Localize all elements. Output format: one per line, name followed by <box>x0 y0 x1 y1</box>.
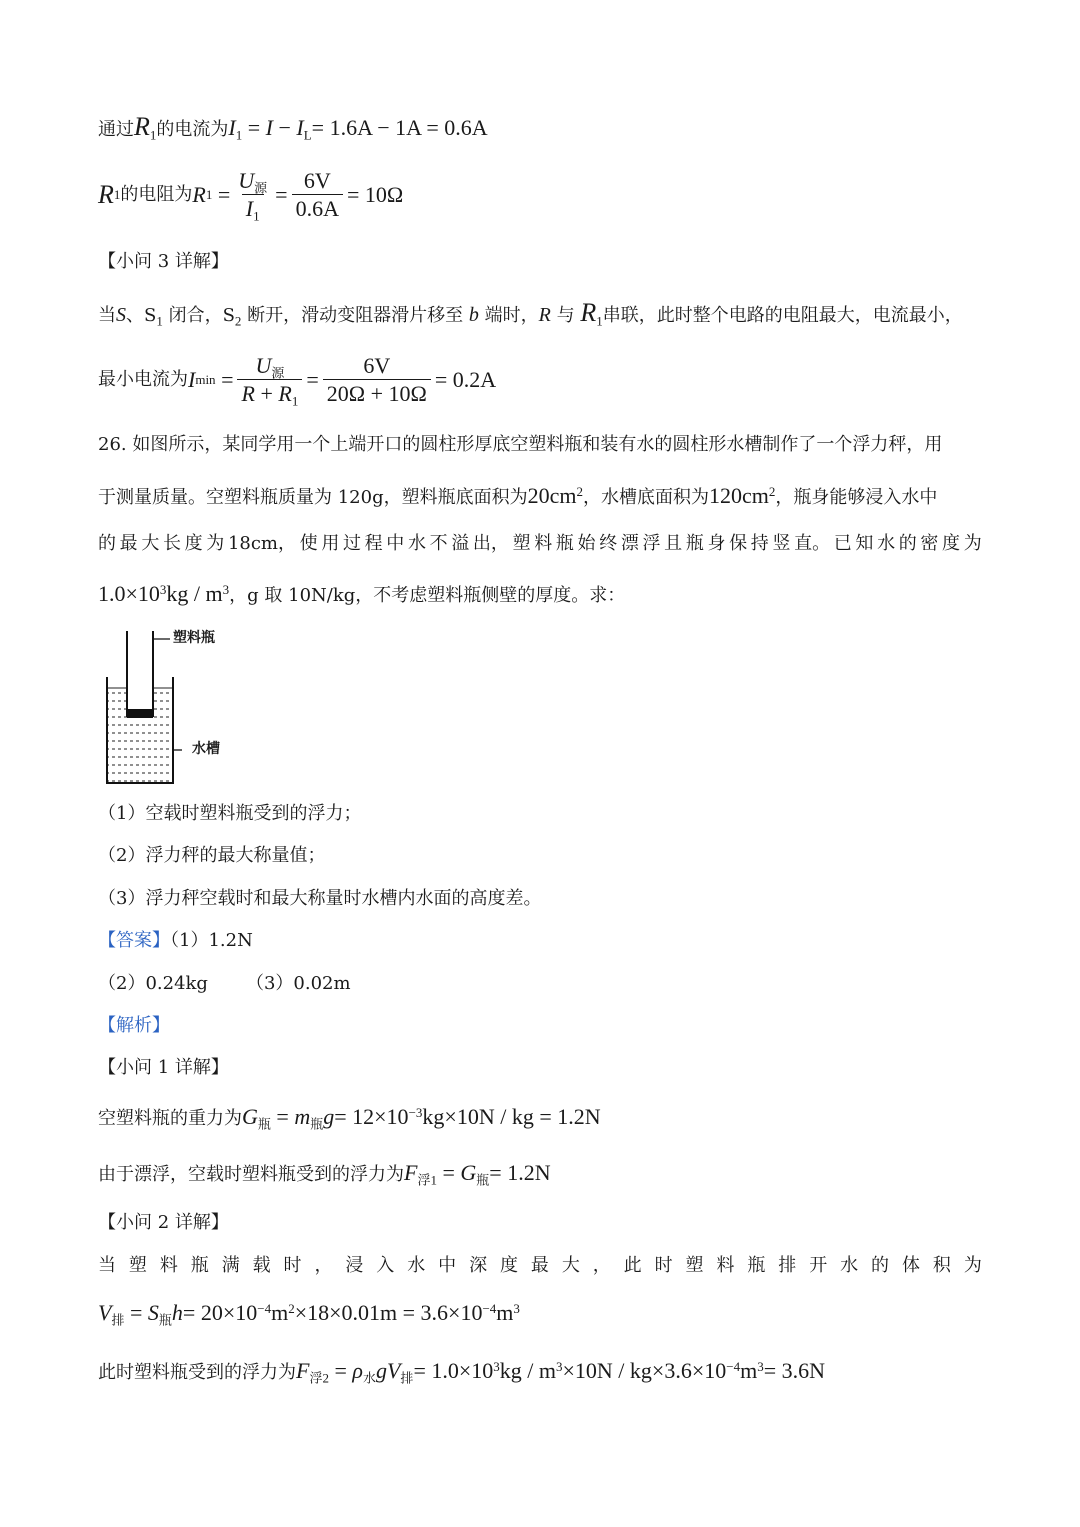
text-char: 最 <box>119 533 138 554</box>
eq: = <box>275 182 288 207</box>
text-char: 塑 <box>512 533 531 554</box>
text: 的电流为 <box>156 119 229 140</box>
sub-question-2: （2）浮力秤的最大称量值； <box>98 845 326 866</box>
eq: ×10N / kg×3.6×10 <box>562 1358 727 1383</box>
density-unit: kg / m <box>166 581 223 606</box>
text-char: 入 <box>376 1255 395 1276</box>
text: 由于漂浮，空载时塑料瓶受到的浮力为 <box>98 1164 404 1185</box>
text: 当 <box>98 305 116 326</box>
heading-q2: 【小问 2 详解】 <box>98 1212 229 1233</box>
text-char: 为 <box>963 1255 982 1276</box>
numerator: 6V <box>363 353 391 378</box>
text: 断开，滑动变阻器滑片移至 <box>247 305 464 326</box>
full-load-line <box>98 1257 982 1275</box>
text-char: 且 <box>664 533 683 554</box>
text-char: 料 <box>159 1255 178 1276</box>
text-char: 大 <box>141 533 160 554</box>
q26-para-3 <box>98 535 982 553</box>
text-char: 知 <box>855 533 874 554</box>
fraction-6v-30 <box>323 355 431 405</box>
text-char: 密 <box>920 533 939 554</box>
text-char: 不 <box>429 533 448 554</box>
text-char: 身 <box>707 533 726 554</box>
text-char: 体 <box>901 1255 920 1276</box>
denominator: 0.6A <box>292 194 343 220</box>
text: ，g 取 10N/kg，不考虑塑料瓶侧壁的厚度。求： <box>229 585 626 606</box>
text-char: 大 <box>561 1255 580 1276</box>
text-char: 载 <box>252 1255 271 1276</box>
text: 最小电流为 <box>98 369 188 390</box>
text-char: 中 <box>386 533 405 554</box>
text-char: 瓶 <box>190 1255 209 1276</box>
text-char: 度 <box>184 533 203 554</box>
heading-q1: 【小问 1 详解】 <box>98 1057 229 1078</box>
fraction-u-over-r: $\frac{U_源}{R + R_1}$ <box>237 355 302 405</box>
text-char: 水 <box>840 1255 859 1276</box>
text-char: 最 <box>530 1255 549 1276</box>
eq: = <box>242 115 266 140</box>
text-char: 溢 <box>451 533 470 554</box>
text-char: 的 <box>898 533 917 554</box>
text-char: 直。 <box>794 533 831 554</box>
text-char: 过 <box>342 533 361 554</box>
sub-question-3: （3）浮力秤空载时和最大称量时水槽内水面的高度差。 <box>98 888 542 909</box>
text-char: 水 <box>407 533 426 554</box>
min-current-line: 最小电流为 I min = $\frac{U_源}{R + R_1}$ = $\frac{6V}{20\Omega + 10\Omega}$ = 0.2A <box>98 353 497 409</box>
text-char: 终 <box>599 533 618 554</box>
eq: kg×10N / kg = 1.2N <box>422 1104 601 1129</box>
eq: ×18×0.01m = 3.6×10 <box>294 1300 483 1325</box>
text-char: 排 <box>778 1255 797 1276</box>
text-char: 满 <box>221 1255 240 1276</box>
heading-q3: 【小问 3 详解】 <box>98 251 229 272</box>
label-tank: 水槽 <box>192 741 220 757</box>
symbol-I1: I <box>228 115 236 140</box>
eq: m <box>496 1300 514 1325</box>
gravity-line: 空塑料瓶的重力为$G_瓶 = m_瓶g= 12\times 10^{-3}kg\times 10N$ / kg = 1.2N <box>98 1104 601 1132</box>
text-char: 瓶 <box>555 533 574 554</box>
text-char: 料 <box>716 1255 735 1276</box>
text: 的电阻为 <box>120 184 193 205</box>
fraction-u-over-i: $\frac{U_源}{I_1}$ <box>238 168 268 224</box>
text-char: 持 <box>750 533 769 554</box>
text-char: 长 <box>162 533 181 554</box>
text-char: 出， <box>472 533 509 554</box>
text-char: 浮 <box>642 533 661 554</box>
text-char: 使 <box>299 533 318 554</box>
q26-para-2: 于测量质量。空塑料瓶质量为 120g，塑料瓶底面积为$20cm^2$，水槽底面积为$120cm^2$，瓶身能够浸入水中 <box>98 483 938 508</box>
text: 、S <box>126 305 157 326</box>
text: 与 <box>556 305 575 326</box>
symbol-R1: R <box>192 182 206 207</box>
symbol-R: R <box>134 112 150 141</box>
text-char: 用 <box>321 533 340 554</box>
text: ，瓶身能够浸入水中 <box>775 487 938 508</box>
equation: = 1.6A − 1A = 0.6A <box>311 115 488 140</box>
text-char: 塑 <box>128 1255 147 1276</box>
text-char: 料 <box>534 533 553 554</box>
answer-line-1 <box>98 932 253 950</box>
text: 端时， <box>484 305 539 326</box>
q26-para-4: $1.0\times 10^3kg / m^3$，g 取 10N/kg，不考虑塑料瓶侧壁的厚度。求： <box>98 581 626 606</box>
text-char: 瓶 <box>747 1255 766 1276</box>
analysis-tag: 【解析】 <box>98 1015 170 1036</box>
text-char: 积 <box>932 1255 951 1276</box>
float-scale-figure <box>100 625 240 790</box>
label-bottle: 塑料瓶 <box>173 630 215 646</box>
text-char: 为 <box>206 533 225 554</box>
text-char: 为 <box>963 533 982 554</box>
sub-question-1: （1）空载时塑料瓶受到的浮力； <box>98 803 362 824</box>
buoyancy-empty-line: 由于漂浮，空载时塑料瓶受到的浮力为$F_{浮1} = G_瓶= 1.2N$ <box>98 1160 551 1188</box>
fraction-6v <box>292 170 343 220</box>
symbol-I: I <box>265 115 273 140</box>
answer-2: （2）0.24kg <box>98 973 208 994</box>
symbol-R: R <box>98 180 114 209</box>
numerator: 6V <box>303 168 331 193</box>
area-bottle: 20cm <box>527 483 577 508</box>
denominator: 20Ω + 10Ω <box>323 379 431 405</box>
text: 于测量质量。空塑料瓶质量为 120g，塑料瓶底面积为 <box>98 487 528 508</box>
text-char: 水 <box>407 1255 426 1276</box>
text-char: 浸 <box>345 1255 364 1276</box>
text: ，水槽底面积为 <box>583 487 709 508</box>
answer-line-2 <box>98 975 351 993</box>
text: 此时塑料瓶受到的浮力为 <box>98 1362 296 1383</box>
text-char: 当 <box>98 1255 116 1276</box>
text-char: 度 <box>942 533 961 554</box>
eq: = 1.0×10 <box>413 1358 494 1383</box>
area-tank: 120cm <box>709 483 769 508</box>
equation: = 10Ω <box>346 182 404 207</box>
equation: = 0.2A <box>434 367 497 392</box>
text: 闭合，S <box>168 305 235 326</box>
eq: m <box>271 1300 289 1325</box>
text: 通过 <box>98 119 134 140</box>
text-char: ， <box>314 1255 333 1276</box>
symbol-IL: I <box>296 115 304 140</box>
eq: m <box>740 1358 758 1383</box>
series-circuit-line: 当S、$S_1$ 闭合，$S_2$ 断开，滑动变阻器滑片移至 b 端时，R 与 $R_1$串联，此时整个电路的电阻最大，电流最小， <box>98 298 963 329</box>
text-char: 程 <box>364 533 383 554</box>
text-char: 塑 <box>685 1255 704 1276</box>
density-value: 1.0×10 <box>98 581 160 606</box>
answer-1: （1）1.2N <box>170 930 253 951</box>
answer-3: （3）0.02m <box>245 973 351 994</box>
text-char: 瓶 <box>685 533 704 554</box>
text-char: 保 <box>729 533 748 554</box>
text-char: 度 <box>499 1255 518 1276</box>
text-char: 的 <box>98 533 116 554</box>
text-char: 中 <box>438 1255 457 1276</box>
text-char: 竖 <box>772 533 791 554</box>
text-char: 此 <box>623 1255 642 1276</box>
text-char: 已 <box>833 533 852 554</box>
displaced-volume-line: $V_排 = S_瓶h= 20\times 10^{-4}m^2\times 18\times 0.01m = 3.6\times 10^{-4}m^3$ <box>98 1300 520 1328</box>
current-r1-line: 通过$R_1$的电流为$I_1 = I - I_L= 1.6A - 1A = 0.6A$ <box>98 112 488 143</box>
text-char: 始 <box>577 533 596 554</box>
resistance-r1-line: R 1 的电阻为 R 1 = $\frac{U_源}{I_1}$ = $\frac{6V}{0.6A}$ = 10Ω <box>98 168 404 224</box>
eq: = <box>212 182 231 207</box>
answer-tag: 【答案】 <box>98 930 170 951</box>
eq: = 3.6N <box>763 1358 825 1383</box>
text-char: 18cm， <box>227 533 296 554</box>
eq: = 1.2N <box>489 1160 551 1185</box>
text-char: 时 <box>283 1255 302 1276</box>
eq: = 20×10 <box>182 1300 258 1325</box>
text-char: 漂 <box>620 533 639 554</box>
text: 空塑料瓶的重力为 <box>98 1108 242 1129</box>
eq: kg / m <box>499 1358 556 1383</box>
text-char: 深 <box>469 1255 488 1276</box>
text: 串联，此时整个电路的电阻最大，电流最小， <box>602 305 963 326</box>
text-char: 开 <box>809 1255 828 1276</box>
text-char: 时 <box>654 1255 673 1276</box>
text-char: ， <box>592 1255 611 1276</box>
text-char: 水 <box>877 533 896 554</box>
q26-para-1: 26. 如图所示，某同学用一个上端开口的圆柱形厚底空塑料瓶和装有水的圆柱形水槽制作了一个浮力秤，用 <box>98 434 943 455</box>
eq: − <box>272 115 297 140</box>
text-char: 的 <box>871 1255 890 1276</box>
buoyancy-full-line: 此时塑料瓶受到的浮力为$F_{浮2} = \rho_水gV_排= 1.0\times 10^3kg / m^3\times 10N / kg\times 3.6\times 10^{-4}m^3= 3.6N$ <box>98 1358 825 1386</box>
eq: = 12×10 <box>334 1104 409 1129</box>
